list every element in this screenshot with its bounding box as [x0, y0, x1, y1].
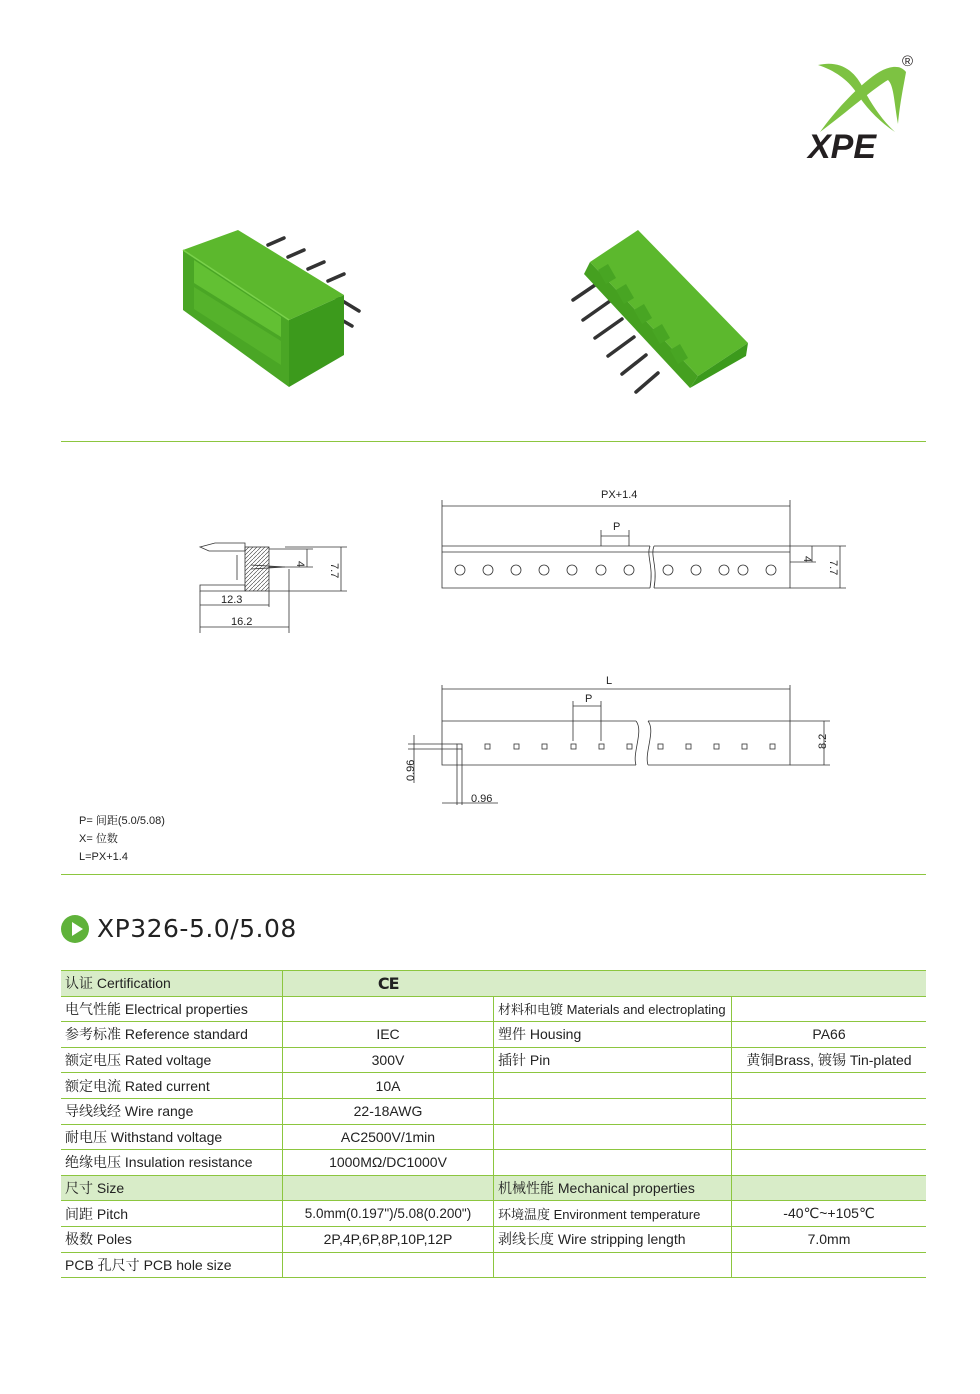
cell-label: 极数 Poles	[61, 1226, 283, 1252]
cell-label: 额定电流 Rated current	[61, 1073, 283, 1099]
note-length: L=PX+1.4	[79, 851, 128, 863]
cell-value: PA66	[732, 1022, 927, 1048]
cell-value	[732, 1150, 927, 1176]
cell-label: 电气性能 Electrical properties	[61, 996, 283, 1022]
table-row	[61, 1201, 926, 1227]
cell-label: 耐电压 Withstand voltage	[61, 1124, 283, 1150]
cell-empty	[494, 971, 732, 997]
cell-label	[494, 1150, 732, 1176]
cell-label: 剥线长度 Wire stripping length	[494, 1226, 732, 1252]
cell-label: 绝缘电压 Insulation resistance	[61, 1150, 283, 1176]
cell-value: 10A	[283, 1073, 494, 1099]
brand-logo	[800, 50, 925, 165]
cell-label	[494, 1073, 732, 1099]
cell-ce-mark	[283, 971, 494, 997]
model-title: XP326-5.0/5.08	[97, 914, 297, 943]
table-row	[61, 996, 926, 1022]
cell-value: IEC	[283, 1022, 494, 1048]
cell-value: 300V	[283, 1047, 494, 1073]
dim-side-4: 4	[294, 561, 306, 568]
cell-value	[732, 1124, 927, 1150]
cell-label	[494, 1124, 732, 1150]
dim-side-12-3: 12.3	[221, 594, 243, 606]
cell-value	[732, 1252, 927, 1278]
dim-pcb-pitch: P	[585, 693, 593, 705]
cell-value	[732, 1073, 927, 1099]
cell-label	[494, 1252, 732, 1278]
registered-mark: ®	[902, 53, 914, 70]
table-row	[61, 1047, 926, 1073]
cell-label: PCB 孔尺寸 PCB hole size	[61, 1252, 283, 1278]
dim-pcb-overall: L	[606, 675, 613, 687]
logo-emblem-icon	[800, 50, 925, 165]
product-photo-front	[176, 225, 366, 395]
play-arrow-icon	[61, 915, 89, 943]
dimension-notes	[79, 812, 165, 866]
dim-side-16-2: 16.2	[231, 616, 253, 628]
table-row	[61, 1252, 926, 1278]
side-view-drawing	[185, 535, 365, 637]
cell-value	[283, 1252, 494, 1278]
cell-label: 插针 Pin	[494, 1047, 732, 1073]
cell-label: 间距 Pitch	[61, 1201, 283, 1227]
cell-value: AC2500V/1min	[283, 1124, 494, 1150]
divider-bottom	[61, 874, 926, 875]
cell-label: 机械性能 Mechanical properties	[494, 1175, 732, 1201]
logo-text: XPE	[808, 128, 877, 165]
cell-label: 参考标准 Reference standard	[61, 1022, 283, 1048]
dim-front-4: 4	[801, 556, 813, 563]
note-pitch: P= 间距(5.0/5.08)	[79, 815, 165, 827]
divider-top	[61, 441, 926, 442]
product-photo-angled	[568, 228, 752, 398]
dim-pcb-hole-y: 0.96	[405, 759, 417, 781]
cell-value	[283, 996, 494, 1022]
cell-certification-label: 认证 Certification	[61, 971, 283, 997]
table-row	[61, 1073, 926, 1099]
spec-table	[61, 970, 926, 1278]
table-row	[61, 1098, 926, 1124]
cell-label: 材料和电镀 Materials and electroplating	[494, 996, 732, 1022]
dim-front-7-7: 7.7	[827, 560, 839, 576]
cell-value: 2P,4P,6P,8P,10P,12P	[283, 1226, 494, 1252]
cell-value	[732, 1098, 927, 1124]
front-view-drawing	[436, 486, 856, 596]
dim-front-overall: PX+1.4	[601, 489, 638, 501]
table-row	[61, 1124, 926, 1150]
cell-label: 导线线经 Wire range	[61, 1098, 283, 1124]
front-terminal-row	[455, 565, 776, 575]
table-row	[61, 971, 926, 997]
note-poles: X= 位数	[79, 833, 118, 845]
cell-value: 5.0mm(0.197")/5.08(0.200")	[283, 1201, 494, 1227]
table-row	[61, 1022, 926, 1048]
cell-value	[732, 996, 927, 1022]
cell-value: -40℃~+105℃	[732, 1201, 927, 1227]
cell-label: 尺寸 Size	[61, 1175, 283, 1201]
model-heading	[61, 914, 297, 943]
cell-empty	[732, 971, 927, 997]
dim-front-pitch: P	[613, 521, 621, 533]
dim-side-7-7: 7.7	[328, 563, 340, 579]
pcb-layout-drawing	[398, 673, 838, 808]
cell-value: 1000MΩ/DC1000V	[283, 1150, 494, 1176]
table-row	[61, 1175, 926, 1201]
cell-value	[732, 1175, 927, 1201]
cell-value: 7.0mm	[732, 1226, 927, 1252]
table-row	[61, 1150, 926, 1176]
table-row	[61, 1226, 926, 1252]
cell-value: 22-18AWG	[283, 1098, 494, 1124]
cell-label: 额定电压 Rated voltage	[61, 1047, 283, 1073]
ce-mark-icon: CE	[377, 973, 399, 993]
pcb-hole-row	[457, 744, 775, 749]
dim-pcb-hole-x: 0.96	[471, 793, 493, 805]
cell-label: 塑件 Housing	[494, 1022, 732, 1048]
cell-value: 黄铜Brass, 镀锡 Tin-plated	[732, 1047, 927, 1073]
cell-label: 环境温度 Environment temperature	[494, 1201, 732, 1227]
cell-label	[494, 1098, 732, 1124]
cell-value	[283, 1175, 494, 1201]
dim-pcb-8-2: 8.2	[817, 733, 829, 749]
